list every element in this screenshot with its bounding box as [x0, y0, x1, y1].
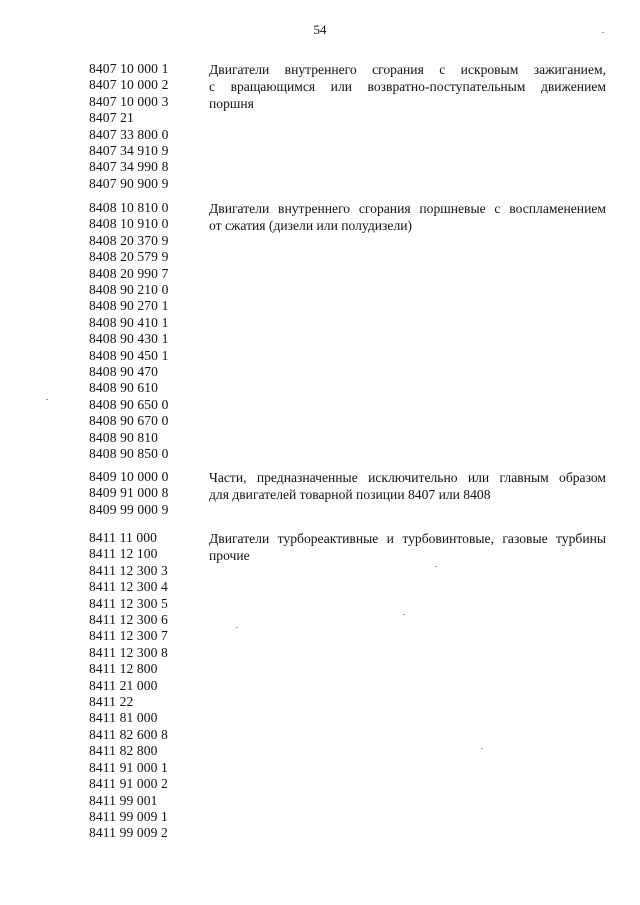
tariff-code: 8411 12 800: [89, 661, 158, 677]
scan-speck: [481, 748, 483, 749]
tariff-code: 8411 99 001: [89, 792, 158, 808]
scan-speck: [403, 614, 405, 615]
tariff-code: 8409 91 000 8: [89, 485, 169, 501]
description-line: Двигатели внутреннего сгорания поршневые с воспламенением: [209, 201, 606, 216]
scan-speck: [46, 399, 48, 400]
entry-description: [209, 530, 606, 564]
tariff-code: 8408 90 270 1: [89, 298, 169, 314]
code-list: [89, 530, 199, 842]
tariff-code: 8407 34 910 9: [89, 143, 169, 159]
tariff-code: 8411 82 600 8: [89, 726, 168, 742]
tariff-code: 8407 33 800 0: [89, 126, 169, 142]
tariff-code: 8408 90 810: [89, 429, 159, 445]
tariff-code: 8411 22: [89, 694, 134, 710]
tariff-code: 8408 10 910 0: [89, 216, 169, 232]
tariff-code: 8407 21: [89, 110, 134, 126]
description-line: прочие: [209, 548, 250, 563]
tariff-code: 8411 12 100: [89, 546, 158, 562]
entry-description: [209, 200, 606, 234]
tariff-code: 8407 10 000 3: [89, 93, 169, 109]
tariff-code: 8408 90 850 0: [89, 446, 169, 462]
entry-description: [209, 469, 606, 503]
tariff-code: 8411 91 000 1: [89, 759, 168, 775]
tariff-code: 8407 10 000 1: [89, 61, 169, 76]
description-line: Части, предназначенные исключительно или главным образом: [209, 470, 606, 485]
tariff-code: 8408 90 430 1: [89, 331, 169, 347]
description-line: для двигателей товарной позиции 8407 или 8408: [209, 487, 491, 502]
description-line: Двигатели турбореактивные и турбовинтовые, газовые турбины: [209, 531, 606, 546]
tariff-code: 8408 90 650 0: [89, 396, 169, 412]
tariff-code: 8408 90 450 1: [89, 347, 169, 363]
tariff-code: 8411 99 009 1: [89, 808, 168, 824]
description-line: Двигатели внутреннего сгорания с искровым зажиганием,: [209, 62, 606, 77]
tariff-code: 8411 21 000: [89, 677, 158, 693]
code-list: [89, 469, 199, 518]
tariff-code: 8411 12 300 7: [89, 628, 168, 644]
tariff-code: 8408 90 610: [89, 380, 159, 396]
tariff-code: 8411 99 009 2: [89, 825, 168, 841]
description-line: с вращающимся или возвратно-поступательным движением: [209, 79, 606, 94]
page-number: 54: [313, 22, 327, 37]
code-list: [89, 61, 199, 192]
tariff-code: 8411 12 300 5: [89, 595, 168, 611]
description-line: от сжатия (дизели или полудизели): [209, 218, 413, 233]
tariff-code: 8411 81 000: [89, 710, 158, 726]
tariff-code: 8408 90 410 1: [89, 314, 169, 330]
tariff-code: 8409 99 000 9: [89, 501, 169, 517]
tariff-code: 8411 91 000 2: [89, 776, 168, 792]
tariff-code: 8408 10 810 0: [89, 200, 169, 215]
tariff-code: 8411 82 800: [89, 743, 158, 759]
tariff-code: 8408 90 210 0: [89, 282, 169, 298]
tariff-code: 8411 12 300 8: [89, 644, 168, 660]
tariff-code: 8407 10 000 2: [89, 77, 169, 93]
tariff-code: 8407 34 990 8: [89, 159, 169, 175]
tariff-code: 8408 20 370 9: [89, 232, 169, 248]
tariff-code: 8411 12 300 4: [89, 579, 168, 595]
tariff-code: 8409 10 000 0: [89, 469, 169, 484]
tariff-code: 8411 12 300 6: [89, 612, 168, 628]
description-line: поршня: [209, 96, 254, 111]
code-list: [89, 200, 199, 463]
scan-speck: [602, 32, 604, 33]
scan-speck: [435, 566, 437, 567]
entry-description: [209, 61, 606, 112]
scan-speck: [236, 627, 238, 628]
tariff-code: 8407 90 900 9: [89, 175, 169, 191]
tariff-code: 8411 11 000: [89, 530, 158, 545]
tariff-code: 8408 20 990 7: [89, 265, 169, 281]
tariff-code: 8408 20 579 9: [89, 249, 169, 265]
tariff-code: 8411 12 300 3: [89, 562, 168, 578]
tariff-code: 8408 90 470: [89, 364, 159, 380]
tariff-code: 8408 90 670 0: [89, 413, 169, 429]
